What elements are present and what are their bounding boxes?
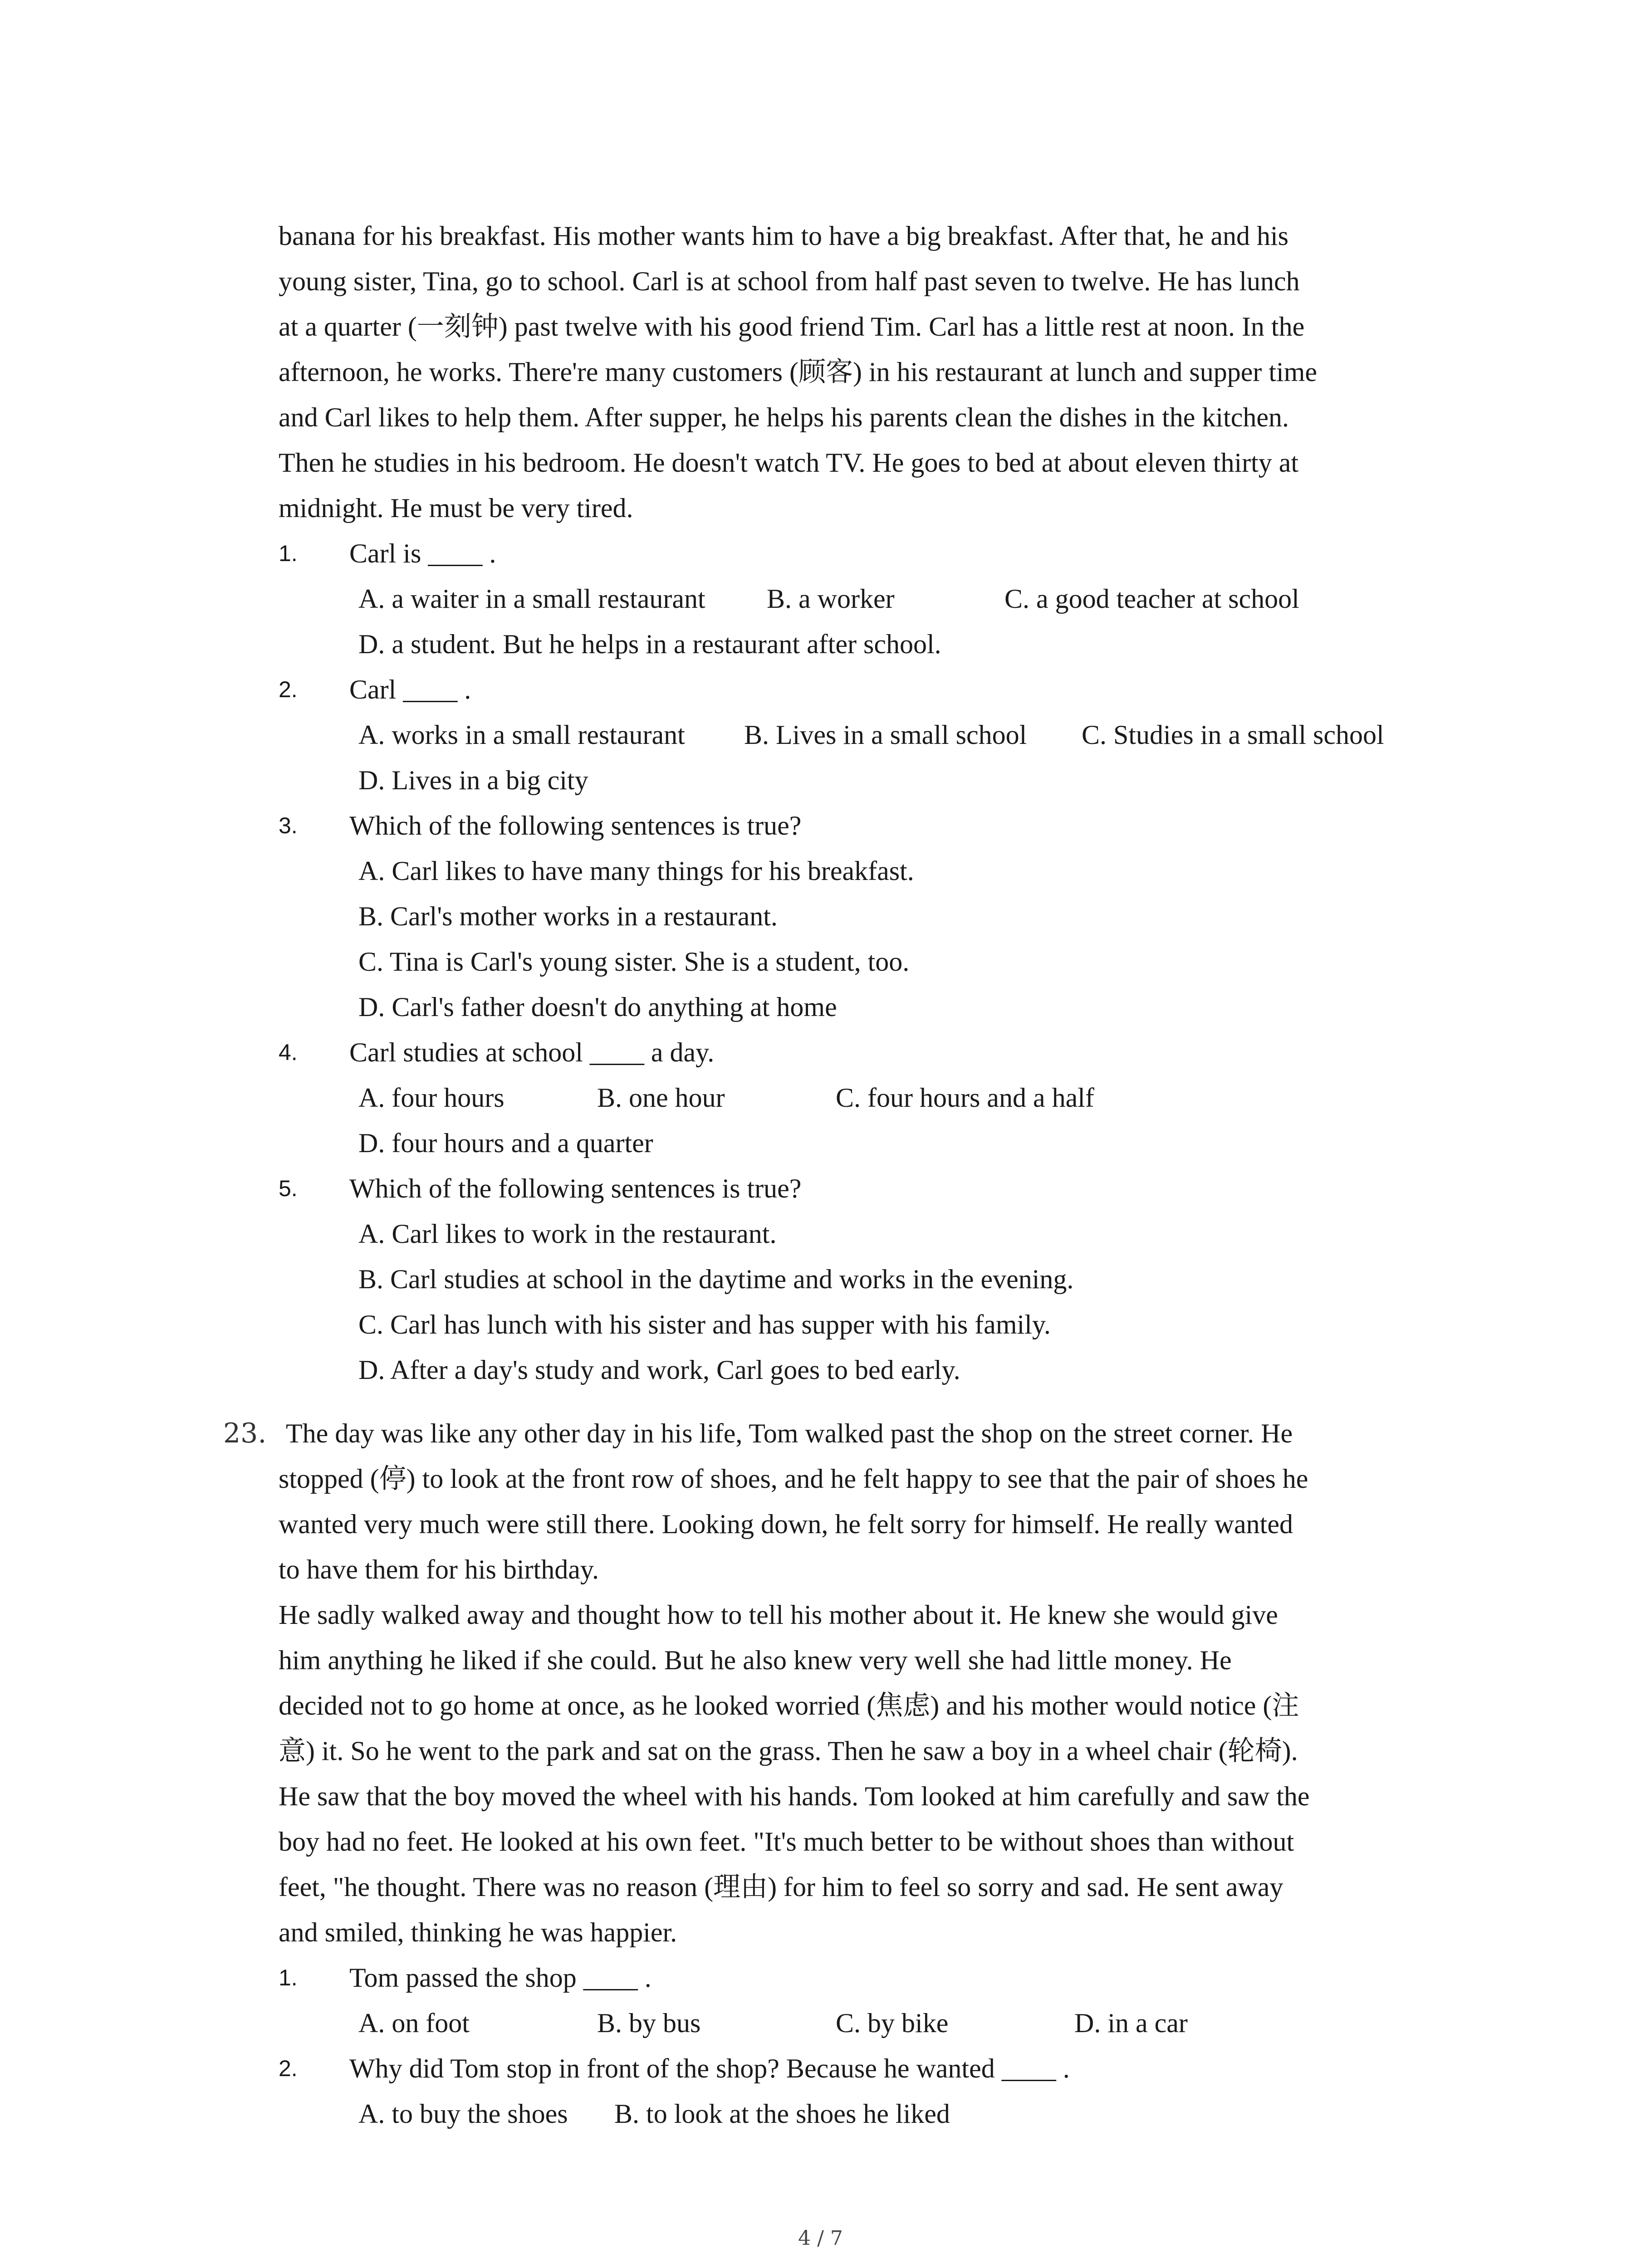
question-number: 3. (279, 813, 298, 838)
passage-line: He saw that the boy moved the wheel with his hands. Tom looked at him carefully and saw the (279, 1781, 1310, 1811)
option-a: A. Carl likes to have many things for his breakfast. (358, 856, 914, 886)
option-c: C. Studies in a small school (1082, 720, 1384, 750)
question-number: 2. (279, 677, 298, 702)
passage-line: and smiled, thinking he was happier. (279, 1917, 677, 1947)
option-b: B. by bus (597, 2008, 701, 2038)
option-b: B. Lives in a small school (744, 720, 1027, 750)
option-a: A. on foot (358, 2008, 470, 2038)
option-b: B. Carl's mother works in a restaurant. (358, 901, 778, 931)
passage-line: The day was like any other day in his life, Tom walked past the shop on the street corner. He (286, 1418, 1293, 1448)
passage-line: him anything he liked if she could. But he also knew very well she had little money. He (279, 1645, 1232, 1675)
option-d: D. Lives in a big city (358, 765, 588, 795)
question-stem: Carl ____ . (349, 675, 471, 704)
option-c: C. by bike (836, 2008, 949, 2038)
option-c: C. a good teacher at school (1004, 584, 1299, 614)
option-a: A. works in a small restaurant (358, 720, 685, 750)
passage-line: wanted very much were still there. Looking down, he felt sorry for himself. He really wanted (279, 1509, 1293, 1539)
question-number: 1. (279, 1965, 298, 1990)
option-a: A. Carl likes to work in the restaurant. (358, 1219, 777, 1249)
passage-line: young sister, Tina, go to school. Carl is at school from half past seven to twelve. He has lunch (279, 266, 1300, 296)
question-stem: Tom passed the shop ____ . (349, 1963, 652, 1993)
option-b: B. one hour (597, 1083, 725, 1113)
question-stem: Why did Tom stop in front of the shop? Because he wanted ____ . (349, 2053, 1070, 2083)
passage-line: Then he studies in his bedroom. He doesn't watch TV. He goes to bed at about eleven thirty at (279, 448, 1299, 478)
option-b: B. to look at the shoes he liked (614, 2099, 950, 2129)
passage-line: He sadly walked away and thought how to tell his mother about it. He knew she would give (279, 1600, 1278, 1630)
option-d: D. a student. But he helps in a restaurant after school. (358, 629, 941, 659)
passage-line: boy had no feet. He looked at his own feet. "It's much better to be without shoes than without (279, 1827, 1294, 1857)
option-b: B. a worker (767, 584, 895, 614)
option-d: D. in a car (1074, 2008, 1188, 2038)
passage-line: banana for his breakfast. His mother wants him to have a big breakfast. After that, he and his (279, 221, 1289, 251)
passage-line: afternoon, he works. There're many customers (顾客) in his restaurant at lunch and supper time (279, 357, 1318, 387)
passage-line: feet, "he thought. There was no reason (理由) for him to feel so sorry and sad. He sent away (279, 1872, 1283, 1902)
passage-line: to have them for his birthday. (279, 1554, 599, 1584)
passage-line: 意) it. So he went to the park and sat on the grass. Then he saw a boy in a wheel chair (轮椅). (279, 1736, 1298, 1766)
passage-line: at a quarter (一刻钟) past twelve with his good friend Tim. Carl has a little rest at noon. In the (279, 312, 1305, 342)
passage-line: and Carl likes to help them. After supper, he helps his parents clean the dishes in the kitchen. (279, 402, 1289, 432)
section-number: 23. (223, 1418, 267, 1449)
page-indicator: 4 / 7 (798, 2227, 843, 2250)
passage-line: stopped (停) to look at the front row of shoes, and he felt happy to see that the pair of shoes he (279, 1464, 1308, 1494)
option-c: C. Tina is Carl's young sister. She is a student, too. (358, 947, 910, 977)
option-c: C. four hours and a half (836, 1083, 1094, 1113)
passage-line: decided not to go home at once, as he looked worried (焦虑) and his mother would notice (注 (279, 1691, 1299, 1721)
question-stem: Which of the following sentences is true? (349, 811, 802, 841)
option-a: A. four hours (358, 1083, 505, 1113)
question-stem: Carl is ____ . (349, 538, 496, 568)
question-number: 2. (279, 2056, 298, 2081)
question-number: 5. (279, 1176, 298, 1201)
question-number: 4. (279, 1040, 298, 1065)
option-a: A. a waiter in a small restaurant (358, 584, 705, 614)
option-d: D. After a day's study and work, Carl goes to bed early. (358, 1355, 960, 1385)
question-stem: Which of the following sentences is true? (349, 1173, 802, 1203)
option-b: B. Carl studies at school in the daytime and works in the evening. (358, 1264, 1074, 1294)
question-number: 1. (279, 541, 298, 566)
option-d: D. four hours and a quarter (358, 1128, 653, 1158)
passage-line: midnight. He must be very tired. (279, 493, 633, 523)
option-c: C. Carl has lunch with his sister and has supper with his family. (358, 1310, 1051, 1339)
option-d: D. Carl's father doesn't do anything at home (358, 992, 837, 1022)
option-a: A. to buy the shoes (358, 2099, 568, 2129)
question-stem: Carl studies at school ____ a day. (349, 1037, 715, 1067)
